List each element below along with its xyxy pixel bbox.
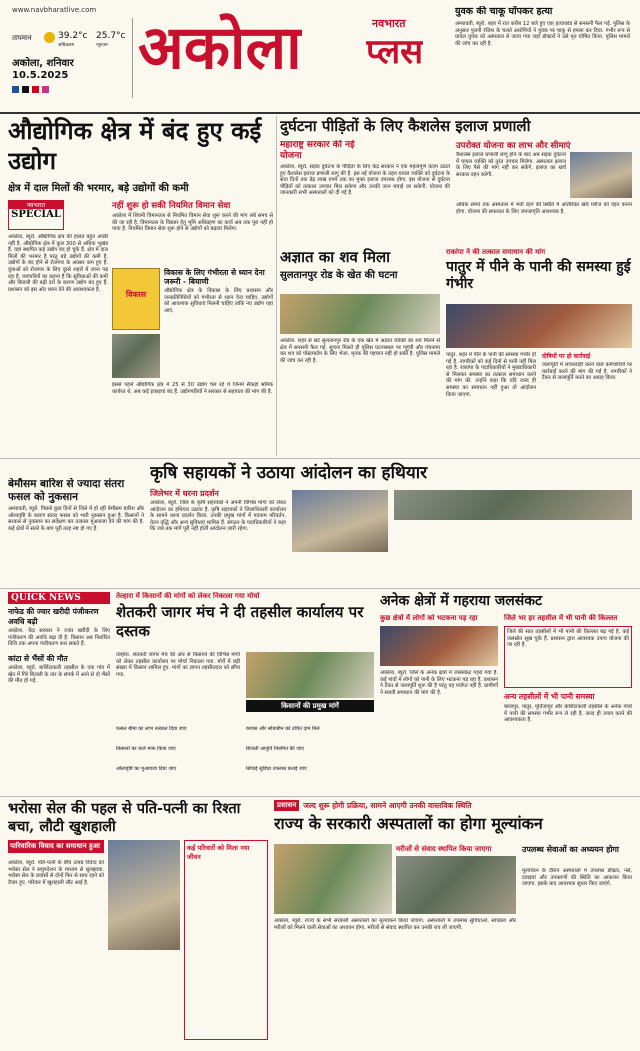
industry-photo	[112, 334, 160, 378]
family-body: अकोला, ब्यूरो. पति-पत्नी के बीच उत्पन्न विवाद को भरोसा सेल ने समुपदेशन के माध्यम से सुलझाया. भरोसा सेल के प्रयासों से दोनों फिर से साथ रहने को तैयार हुए. परिवार में खुशहाली लौट आई है.	[8, 860, 104, 886]
farmer-headline[interactable]: शेतकरी जागर मंच ने दी तहसील कार्यालय पर दस्तक	[116, 603, 364, 640]
industry-more-body: इससे पहले औद्योगिक क्षेत्र में 25 से 30 उद्योग चल रहे थे जिनमें सैकड़ों श्रमिक कार्यरत थे. अब कई इकाइयां बंद हैं. उद्योगपतियों ने सरकार से सहायता की मांग की है.	[112, 382, 273, 395]
hospital-story	[280, 116, 632, 246]
sun-icon	[44, 32, 55, 43]
hospital-right-body: कैशलेस इलाज प्रणाली लागू होने के बाद अब सड़क दुर्घटना में घायल व्यक्ति को तुरंत उपचार मिलेगा. अस्पताल इलाज के लिए पैसे की मांग नहीं कर सकेंगे. इलाज का खर्च सरकार वहन करेगी.	[456, 152, 566, 178]
demand-item: सिंचाई सुविधा उपलब्ध कराई जाए	[246, 766, 307, 772]
farmer-photo	[246, 652, 374, 698]
evaluation-right-body: मूल्यांकन के दौरान अस्पतालों में उपलब्ध डॉक्टर, नर्स, दवाइयां और उपकरणों की स्थिति का आकलन किया जाएगा. इसके बाद आवश्यक सुधार किए जाएंगे.	[522, 868, 632, 888]
family-photo	[108, 840, 180, 950]
water-sub-kicker: दोषियों पर हो कार्रवाई	[542, 353, 591, 360]
instagram-icon[interactable]	[42, 86, 49, 93]
website-url[interactable]: www.navbharatlive.com	[12, 6, 97, 14]
quote-headline: विकास के लिए गंभीरता से ध्यान देना जरूरी - बियाणी	[164, 268, 265, 286]
temp-high: 39.2°c	[58, 31, 88, 41]
column-rule	[276, 116, 277, 456]
drought-story	[380, 592, 632, 792]
hospital-right-headline: उपरोक्त योजना का लाभ और सीमाएं	[456, 141, 571, 151]
industry-body: अकोला, ब्यूरो. औद्योगिक क्षेत्र की हालत बहुत अच्छी नहीं है. औद्योगिक क्षेत्र में कुल 300 से अधिक भूखंड हैं. यहां स्थापित कई उद्योग बंद हो चुके हैं. क्षेत्र में दाल मिलों की भरमार है परंतु बड़े उद्योगों की कमी है. उद्योगों के बंद होने से रोजगार के अवसर कम हुए हैं. युवाओं को रोजगार के लिए दूसरे शहरों में जाना पड़ रहा है. व्यापारियों का कहना है कि सुविधाओं की कमी और बिजली की बढ़ी दरों के कारण उद्योग बंद हुए हैं. प्रशासन को इस ओर ध्यान देने की आवश्यकता है.	[8, 234, 108, 293]
rain-headline[interactable]: बेमौसम बारिश से ज्यादा संतरा फसल को नुकसान	[8, 478, 125, 503]
drought-body: अकोला, ब्यूरो. जिले के अनेक क्षेत्रों में जलसंकट गहरा गया है. कई गांवों में लोगों को पानी के लिए भटकना पड़ रहा है. प्रशासन ने टैंकर से जलापूर्ति शुरू की है परंतु वह पर्याप्त नहीं है. ग्रामीणों ने स्थायी समाधान की मांग की है.	[380, 670, 498, 696]
temp-low: 25.7°c	[96, 31, 126, 41]
farmer-demands-title: किसानों की प्रमुख मांगें	[246, 700, 374, 712]
family-inset-title: कई परिवारों को मिला नया जीवन	[187, 844, 250, 861]
evaluation-body: अकोला, ब्यूरो. राज्य के सभी सरकारी अस्पतालों का मूल्यांकन किया जाएगा. अस्पतालों में उपलब्ध सुविधाओं, स्वच्छता और मरीजों को मिलने वाली सेवाओं का अध्ययन होगा. मरीजों से संवाद स्थापित कर उनकी राय ली जाएगी.	[274, 918, 516, 931]
demand-item: किसानों का कर्ज माफ किया जाए	[116, 746, 176, 752]
evaluation-headline[interactable]: राज्य के सरकारी अस्पतालों का होगा मूल्यांकन	[274, 814, 543, 833]
rain-story	[8, 478, 144, 586]
demand-item: कपास और सोयाबीन को उचित दाम मिले	[246, 726, 320, 732]
hospital-photo	[570, 152, 632, 198]
farmer-story	[116, 592, 374, 792]
family-kicker: पारिवारिक विवाद का समाधान हुआ	[8, 840, 104, 853]
evaluation-kicker-row	[274, 800, 632, 811]
demand-item: ओलावृष्टि का मुआवजा दिया जाए	[116, 766, 177, 772]
hospital-bottom-body: अधिक समय तक अस्पताल में भर्ती रहने की स्थिति में अतिरिक्त खर्च मरीज को वहन करना होगा. योजना की सफलता के लिए जनजागृति आवश्यक है.	[456, 202, 632, 215]
special-tag: नवभारत	[9, 201, 63, 209]
demand-item: बिजली आपूर्ति नियमित की जाए	[246, 746, 305, 752]
water-sub-body: जलापूर्ति में लापरवाही करने वाले कर्मचारियों पर कार्रवाई करने की मांग की गई है. नागरिकों ने टैंकर से जलापूर्ति करने का आग्रह किया.	[542, 362, 632, 382]
issue-date: 10.5.2025	[12, 70, 69, 81]
quick-news-item-1-body: अकोला. केंद्र सरकार ने ज्वार खरीदी के लिए पंजीकरण की अवधि बढ़ा दी है. किसान अब निर्धारित तिथि तक अपना पंजीकरण करा सकते हैं.	[8, 628, 110, 648]
temp-low-label: न्यूनतम	[96, 43, 108, 48]
social-icons	[12, 86, 72, 94]
drought-kicker: कुछ क्षेत्रों में लोगों को भटकना पड़ रहा	[380, 614, 478, 622]
agri-kicker: जिलेभर में धरना प्रदर्शन	[150, 489, 219, 498]
temp-label: तापमान	[12, 34, 32, 42]
quick-news	[8, 592, 110, 790]
agri-body: अकोला, ब्यूरो. जिले के कृषि सहायकों ने अपनी विभिन्न मांगों को लेकर आंदोलन का हथियार उठाया है. कृषि सहायकों ने जिलाधिकारी कार्यालय के सामने धरना प्रदर्शन किया. उनकी प्रमुख मांगों में पदनाम परिवर्तन, वेतन वृद्धि और अन्य सुविधाएं शामिल हैं. संगठन के पदाधिकारियों ने कहा कि जब तक मांगें पूरी नहीं होतीं आंदोलन जारी रहेगा.	[150, 500, 286, 533]
ad-box-label: विकास	[125, 289, 147, 299]
quick-news-item-2-headline[interactable]: कांटा से भैंसों की मौत	[8, 653, 68, 663]
water-kicker: राकांपा ने की तत्काल समाधान की मांग	[446, 248, 546, 256]
body-subhead: सुलतानपुर रोड के खेत की घटना	[280, 270, 398, 281]
story-body: अमरावती, ब्यूरो. शहर में रात करीब 12 बजे हुए एक हत्याकांड से सनसनी फैल गई. पुलिस के अनुसार पुरानी रंजिश के चलते आरोपियों ने युवक पर चाकू से हमला कर दिया. गंभीर रूप से घायल युवक को अस्पताल ले जाया गया जहां डॉक्टरों ने उसे मृत घोषित किया. पुलिस मामले की जांच कर रही है.	[455, 21, 630, 47]
youtube-icon[interactable]	[32, 86, 39, 93]
column-rule	[0, 458, 640, 459]
agri-photo	[292, 490, 388, 552]
body-headline[interactable]: अज्ञात का शव मिला	[280, 248, 391, 266]
hospital-headline[interactable]: दुर्घटना पीड़ितों के लिए कैशलेस इलाज प्रणाली	[280, 117, 531, 135]
quote-block	[164, 268, 273, 378]
water-photo	[446, 304, 632, 348]
family-headline[interactable]: भरोसा सेल की पहल से पति-पत्नी का रिश्ता बचा, लौटी खुशहाली	[8, 800, 241, 835]
special-badge	[8, 200, 64, 230]
evaluation-story	[274, 800, 632, 1045]
evaluation-right-kicker: उपलब्ध सेवाओं का अध्ययन होगा	[522, 844, 619, 854]
temp-high-label: अधिकतम	[58, 43, 75, 48]
flight-body: अकोला में शिवनी विमानतल से नियमित विमान सेवा शुरू करने की मांग लंबे समय से की जा रही है. विमानतल के विस्तार हेतु भूमि अधिग्रहण का कार्य अब तक पूरा नहीं हो पाया है. नियमित विमान सेवा शुरू होने से उद्योगों को बढ़ावा मिलेगा.	[112, 213, 273, 233]
temperature-block	[12, 30, 132, 50]
water-headline[interactable]: पातुर में पीने के पानी की समस्या हुई गंभीर	[446, 259, 631, 292]
evaluation-photo-2	[396, 856, 516, 914]
drought-kicker-2: जिले भर हर तहसील में भी पानी की किल्लत	[504, 614, 618, 622]
demand-item: फसल बीमा का लाभ तत्काल दिया जाए	[116, 726, 187, 732]
hospital-kicker: महाराष्ट्र सरकार की नई योजना	[280, 140, 355, 161]
drought-box-body: जिले की सात तहसीलों में भी पानी की किल्लत बढ़ गई है. कई जलस्रोत सूख चुके हैं. प्रशासन द्वारा आवश्यक उपाय योजना की जा रही है.	[504, 626, 632, 688]
industry-story	[8, 116, 273, 476]
evaluation-kicker-label: प्रशासन	[274, 800, 299, 811]
twitter-icon[interactable]	[22, 86, 29, 93]
drought-sub-headline: अन्य तहसीलों में भी पानी समस्या	[504, 692, 595, 701]
quick-news-label: QUICK NEWS	[8, 592, 110, 604]
water-body: पातुर. शहर में पीने के पानी की समस्या गंभीर हो गई है. नागरिकों को कई दिनों से पानी नहीं मिल रहा है. राकांपा के पदाधिकारियों ने मुख्याधिकारी से मिलकर समस्या का तत्काल समाधान करने की मांग की. उन्होंने कहा कि यदि जल्द ही समस्या का समाधान नहीं हुआ तो आंदोलन किया जाएगा.	[446, 352, 536, 398]
water-story	[446, 248, 632, 458]
column-rule	[0, 588, 640, 589]
drought-photo	[380, 626, 498, 666]
drought-sub-body: बालापुर, पातुर, मूर्तिजापुर और बार्शिटाकली तहसील के अनेक गांवों में पानी की समस्या गंभीर रूप ले रही है. जल्द ही उपाय करने की आवश्यकता है.	[504, 704, 632, 724]
ad-box	[112, 268, 160, 330]
quote-body: औद्योगिक क्षेत्र के विकास के लिए प्रशासन और जनप्रतिनिधियों को गंभीरता से ध्यान देना चाहिए. उद्योगों को आवश्यक सुविधाएं मिलनी चाहिए ताकि नए उद्योग यहां आएं.	[164, 288, 273, 314]
brand-top: नवभारत	[372, 17, 406, 30]
column-rule	[0, 796, 640, 797]
masthead-rule	[0, 112, 640, 114]
city-day: अकोला, शनिवार	[12, 58, 74, 69]
family-inset	[184, 840, 268, 1040]
farmer-body: तेल्हारा. शेतकरी जागर मंच की ओर से किसानों की विभिन्न मांगों को लेकर तहसील कार्यालय पर मोर्चा निकाला गया. मोर्चे में बड़ी संख्या में किसान शामिल हुए. मांगों का ज्ञापन तहसीलदार को सौंपा गया.	[116, 652, 240, 678]
evaluation-photo	[274, 844, 392, 914]
masthead-title: अकोला	[138, 13, 302, 83]
evaluation-sub: मरीजों से संवाद स्थापित किया जाएगा	[396, 844, 492, 853]
flight-box	[112, 200, 273, 264]
body-text: अकोला. शहर से सटे सुलतानपुर रोड के एक खेत में अज्ञात व्यक्ति का शव मिलने से क्षेत्र में सनसनी फैल गई. सूचना मिलते ही पुलिस घटनास्थल पर पहुंची और पंचनामा कर शव को पोस्टमार्टम के लिए भेजा. मृतक की पहचान नहीं हो सकी है. पुलिस मामले की जांच कर रही है.	[280, 338, 440, 364]
rain-body: अमरावती, ब्यूरो. पिछले कुछ दिनों से जिले में हो रही बेमौसम बारिश और ओलावृष्टि के कारण संतरा फसल को भारी नुकसान हुआ है. किसानों ने सरकार से नुकसान का सर्वेक्षण कर तत्काल मुआवजा देने की मांग की है. कई क्षेत्रों में संतरे के बाग पूरी तरह नष्ट हो गए हैं.	[8, 506, 144, 532]
top-right-story	[455, 6, 630, 110]
agri-headline[interactable]: कृषि सहायकों ने उठाया आंदोलन का हथियार	[150, 463, 428, 483]
family-story	[8, 800, 268, 1045]
industry-headline[interactable]: औद्योगिक क्षेत्र में बंद हुए कई उद्योग	[8, 116, 262, 175]
story-headline[interactable]: युवक की चाकू घोंपकर हत्या	[455, 6, 553, 17]
quick-news-item-1-headline[interactable]: नाफेड की ज्वार खरीदी पंजीकरण अवधि बढ़ी	[8, 607, 99, 626]
body-photo	[280, 294, 440, 334]
facebook-icon[interactable]	[12, 86, 19, 93]
hospital-body: अकोला, ब्यूरो. सड़क दुर्घटना के पीड़ितों के लिए केंद्र सरकार ने एक महत्वपूर्ण कदम उठाते हुए कैशलेस इलाज प्रणाली लागू की है. इस नई योजना के तहत घायल व्यक्ति को दुर्घटना के सात दिनों तक डेढ़ लाख रुपये तक का मुफ्त इलाज उपलब्ध होगा. इस योजना से दुर्घटना पीड़ितों को तत्काल उपचार मिल सकेगा और उनकी जान बचाई जा सकेगी. योजना की जानकारी सभी अस्पतालों को दी गई है.	[280, 164, 450, 197]
farmer-kicker: तेल्हारा में किसानों की मांगों को लेकर निकाला गया मोर्चा	[116, 592, 260, 600]
agri-photo-2	[394, 490, 632, 520]
body-found-story	[280, 248, 440, 458]
flight-headline[interactable]: नहीं शुरू हो सकी नियमित विमान सेवा	[112, 201, 231, 211]
brand-bottom: प्लस	[366, 32, 424, 72]
evaluation-kicker: जल्द शुरू होगी प्रक्रिया, सामने आएगी उनकी वास्तविक स्थिति	[303, 800, 472, 810]
special-label: SPECIAL	[11, 209, 61, 220]
masthead-divider	[132, 18, 133, 98]
industry-subhead: क्षेत्र में दाल मिलों की भरमार, बड़े उद्योगों की कमी	[8, 183, 189, 194]
drought-headline[interactable]: अनेक क्षेत्रों में गहराया जलसंकट	[380, 593, 543, 609]
farmer-demands-list	[116, 726, 374, 792]
agri-story	[150, 462, 632, 586]
quick-news-item-2-body: अकोला, ब्यूरो. बार्शिटाकली तहसील के एक गांव में खेत में गिरे बिजली के तार के संपर्क में आने से दो भैंसों की मौत हो गई.	[8, 665, 110, 685]
